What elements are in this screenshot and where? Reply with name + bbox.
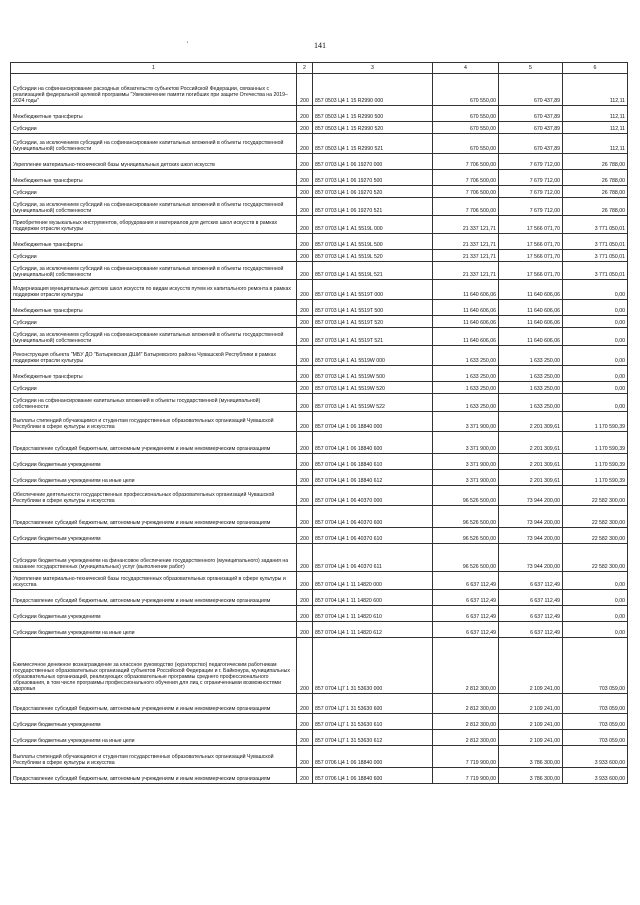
table-row xyxy=(11,106,628,122)
table-row xyxy=(11,394,628,412)
table-row xyxy=(11,572,628,590)
cell-executed-amount: 2 201 309,61 xyxy=(499,432,563,454)
cell-kbk: 857 0704 Ц4 1 11 14820 610 xyxy=(313,606,433,622)
cell-name: Субсидии на софинансирование расходных обязательств субъектов Российской Федерации, связанных с реализацией федеральной целевой программы "Увековечение памяти погибших при защите Отечества на 2019–2024 годы" xyxy=(11,74,297,106)
cell-executed-amount: 6 637 112,49 xyxy=(499,590,563,606)
table-row xyxy=(11,250,628,262)
cell-plan-amount: 1 633 250,00 xyxy=(433,346,499,366)
cell-remaining-amount: 112,11 xyxy=(563,122,628,134)
table-row xyxy=(11,234,628,250)
cell-remaining-amount: 0,00 xyxy=(563,280,628,300)
cell-remaining-amount: 1 170 590,39 xyxy=(563,454,628,470)
cell-plan-amount: 7 719 900,00 xyxy=(433,768,499,784)
cell-remaining-amount: 112,11 xyxy=(563,134,628,154)
cell-remaining-amount: 0,00 xyxy=(563,590,628,606)
cell-remaining-amount: 0,00 xyxy=(563,366,628,382)
cell-remaining-amount: 3 933 600,00 xyxy=(563,768,628,784)
cell-code: 200 xyxy=(297,346,313,366)
table-header-row xyxy=(11,63,628,74)
cell-kbk: 857 0704 Ц4 1 06 18840 600 xyxy=(313,432,433,454)
cell-executed-amount: 2 109 241,00 xyxy=(499,730,563,746)
cell-kbk: 857 0703 Ц4 1 A1 5519L 500 xyxy=(313,234,433,250)
cell-executed-amount: 1 633 250,00 xyxy=(499,382,563,394)
cell-code: 200 xyxy=(297,186,313,198)
cell-executed-amount: 73 944 200,00 xyxy=(499,544,563,572)
cell-executed-amount: 670 437,89 xyxy=(499,134,563,154)
cell-plan-amount: 670 550,00 xyxy=(433,134,499,154)
cell-plan-amount: 2 812 300,00 xyxy=(433,694,499,714)
cell-name: Субсидии xyxy=(11,122,297,134)
cell-plan-amount: 6 637 112,49 xyxy=(433,572,499,590)
cell-executed-amount: 670 437,89 xyxy=(499,122,563,134)
cell-plan-amount: 6 637 112,49 xyxy=(433,606,499,622)
cell-name: Межбюджетные трансферты xyxy=(11,234,297,250)
cell-plan-amount: 96 526 500,00 xyxy=(433,528,499,544)
cell-executed-amount: 11 640 606,06 xyxy=(499,328,563,346)
table-row xyxy=(11,544,628,572)
table-row xyxy=(11,528,628,544)
cell-code: 200 xyxy=(297,590,313,606)
table-row xyxy=(11,694,628,714)
cell-code: 200 xyxy=(297,134,313,154)
cell-executed-amount: 670 437,89 xyxy=(499,106,563,122)
cell-kbk: 857 0503 Ц4 1 15 R2990 520 xyxy=(313,122,433,134)
cell-kbk: 857 0704 Ц7 1 31 53630 000 xyxy=(313,638,433,694)
cell-name: Предоставление субсидий бюджетным, автономным учреждениям и иным некоммерческим организациям xyxy=(11,506,297,528)
cell-name: Обеспечение деятельности государственных профессиональных образовательных организаций Чувашской Республики в сфере культуры и искусства xyxy=(11,486,297,506)
table-row xyxy=(11,280,628,300)
cell-executed-amount: 1 633 250,00 xyxy=(499,394,563,412)
cell-remaining-amount: 1 170 590,39 xyxy=(563,470,628,486)
cell-code: 200 xyxy=(297,506,313,528)
cell-kbk: 857 0703 Ц4 1 A1 5519W 000 xyxy=(313,346,433,366)
cell-executed-amount: 6 637 112,49 xyxy=(499,606,563,622)
cell-name: Предоставление субсидий бюджетным, автономным учреждениям и иным некоммерческим организациям xyxy=(11,694,297,714)
cell-name: Укрепление материально-технической базы муниципальных детских школ искусств xyxy=(11,154,297,170)
cell-code: 200 xyxy=(297,714,313,730)
table-row xyxy=(11,186,628,198)
cell-kbk: 857 0703 Ц4 1 06 19270 520 xyxy=(313,186,433,198)
cell-remaining-amount: 1 170 590,39 xyxy=(563,412,628,432)
cell-plan-amount: 11 640 606,06 xyxy=(433,300,499,316)
cell-plan-amount: 1 633 250,00 xyxy=(433,382,499,394)
page-number: 141 xyxy=(314,41,326,50)
cell-remaining-amount: 22 582 300,00 xyxy=(563,528,628,544)
cell-kbk: 857 0703 Ц4 1 06 19270 521 xyxy=(313,198,433,216)
cell-kbk: 857 0704 Ц4 1 06 40370 610 xyxy=(313,528,433,544)
cell-plan-amount: 11 640 606,06 xyxy=(433,328,499,346)
cell-kbk: 857 0704 Ц4 1 06 40370 611 xyxy=(313,544,433,572)
cell-kbk: 857 0703 Ц4 1 A1 5519L 521 xyxy=(313,262,433,280)
cell-code: 200 xyxy=(297,746,313,768)
cell-name: Субсидии на софинансирование капитальных вложений в объекты государственной (муниципальной) собственности xyxy=(11,394,297,412)
cell-executed-amount: 11 640 606,06 xyxy=(499,316,563,328)
cell-kbk: 857 0703 Ц4 1 A1 5519T 521 xyxy=(313,328,433,346)
table-row xyxy=(11,606,628,622)
cell-plan-amount: 3 371 900,00 xyxy=(433,412,499,432)
cell-plan-amount: 670 550,00 xyxy=(433,122,499,134)
cell-kbk: 857 0703 Ц4 1 A1 5519T 000 xyxy=(313,280,433,300)
cell-code: 200 xyxy=(297,122,313,134)
table-row xyxy=(11,198,628,216)
cell-remaining-amount: 0,00 xyxy=(563,346,628,366)
cell-code: 200 xyxy=(297,768,313,784)
column-header-fact: 5 xyxy=(499,63,563,74)
cell-kbk: 857 0503 Ц4 1 15 R2990 000 xyxy=(313,74,433,106)
cell-executed-amount: 73 944 200,00 xyxy=(499,506,563,528)
cell-name: Субсидии бюджетным учреждениям xyxy=(11,454,297,470)
cell-name: Субсидии бюджетным учреждениям xyxy=(11,528,297,544)
table-row xyxy=(11,486,628,506)
cell-name: Субсидии, за исключением субсидий на софинансирование капитальных вложений в объекты государственной (муниципальной) собственности xyxy=(11,134,297,154)
cell-plan-amount: 7 719 900,00 xyxy=(433,746,499,768)
cell-name: Межбюджетные трансферты xyxy=(11,366,297,382)
cell-executed-amount: 2 109 241,00 xyxy=(499,714,563,730)
cell-remaining-amount: 3 771 050,01 xyxy=(563,234,628,250)
table-row xyxy=(11,316,628,328)
cell-code: 200 xyxy=(297,528,313,544)
cell-plan-amount: 21 337 121,71 xyxy=(433,216,499,234)
cell-kbk: 857 0704 Ц7 1 31 53630 612 xyxy=(313,730,433,746)
column-header-code: 2 xyxy=(297,63,313,74)
cell-kbk: 857 0703 Ц4 1 A1 5519W 522 xyxy=(313,394,433,412)
table-row xyxy=(11,454,628,470)
cell-code: 200 xyxy=(297,154,313,170)
cell-code: 200 xyxy=(297,366,313,382)
cell-executed-amount: 11 640 606,06 xyxy=(499,280,563,300)
cell-remaining-amount: 22 582 300,00 xyxy=(563,486,628,506)
cell-kbk: 857 0703 Ц4 1 A1 5519W 500 xyxy=(313,366,433,382)
cell-remaining-amount: 0,00 xyxy=(563,316,628,328)
cell-code: 200 xyxy=(297,262,313,280)
cell-plan-amount: 670 550,00 xyxy=(433,74,499,106)
cell-code: 200 xyxy=(297,694,313,714)
cell-executed-amount: 1 633 250,00 xyxy=(499,346,563,366)
cell-name: Межбюджетные трансферты xyxy=(11,300,297,316)
cell-executed-amount: 7 679 712,00 xyxy=(499,154,563,170)
table-row xyxy=(11,638,628,694)
cell-remaining-amount: 0,00 xyxy=(563,394,628,412)
cell-kbk: 857 0704 Ц4 1 11 14820 612 xyxy=(313,622,433,638)
table-row xyxy=(11,346,628,366)
cell-code: 200 xyxy=(297,74,313,106)
cell-name: Ежемесячное денежное вознаграждение за классное руководство (кураторство) педагогическим работникам государственных образовательных организаций субъектов Российской Федерации и г. Байконура, муниципальных образовательных организаций, реализующих образовательные программы среднего профессионального образования, в том числе программы профессионального обучения для лиц с ограниченными возможностями здоровья xyxy=(11,638,297,694)
cell-code: 200 xyxy=(297,486,313,506)
cell-code: 200 xyxy=(297,432,313,454)
column-header-rest: 6 xyxy=(563,63,628,74)
cell-executed-amount: 17 566 071,70 xyxy=(499,262,563,280)
cell-kbk: 857 0704 Ц4 1 11 14820 600 xyxy=(313,590,433,606)
cell-code: 200 xyxy=(297,412,313,432)
cell-plan-amount: 3 371 900,00 xyxy=(433,470,499,486)
cell-executed-amount: 2 201 309,61 xyxy=(499,470,563,486)
cell-code: 200 xyxy=(297,606,313,622)
cell-code: 200 xyxy=(297,328,313,346)
cell-name: Выплаты стипендий обучающимся и студентам государственных образовательных организаций Чувашской Республики в сфере культуры и искусства xyxy=(11,412,297,432)
cell-executed-amount: 7 679 712,00 xyxy=(499,186,563,198)
cell-plan-amount: 21 337 121,71 xyxy=(433,250,499,262)
cell-code: 200 xyxy=(297,638,313,694)
cell-kbk: 857 0503 Ц4 1 15 R2990 521 xyxy=(313,134,433,154)
cell-plan-amount: 21 337 121,71 xyxy=(433,234,499,250)
cell-plan-amount: 7 706 500,00 xyxy=(433,186,499,198)
cell-plan-amount: 670 550,00 xyxy=(433,106,499,122)
cell-plan-amount: 7 706 500,00 xyxy=(433,170,499,186)
table-row xyxy=(11,432,628,454)
cell-plan-amount: 1 633 250,00 xyxy=(433,366,499,382)
table-row xyxy=(11,382,628,394)
cell-remaining-amount: 703 059,00 xyxy=(563,714,628,730)
cell-code: 200 xyxy=(297,250,313,262)
cell-name: Модернизация муниципальных детских школ искусств по видам искусств путем их капитального ремонта в рамках поддержки отрасли культуры xyxy=(11,280,297,300)
cell-executed-amount: 7 679 712,00 xyxy=(499,198,563,216)
cell-remaining-amount: 3 771 050,01 xyxy=(563,250,628,262)
cell-name: Приобретение музыкальных инструментов, оборудования и материалов для детских школ искусств в рамках поддержки отрасли культуры xyxy=(11,216,297,234)
cell-code: 200 xyxy=(297,170,313,186)
column-header-kbk: 3 xyxy=(313,63,433,74)
cell-kbk: 857 0704 Ц7 1 31 53630 600 xyxy=(313,694,433,714)
cell-executed-amount: 3 786 300,00 xyxy=(499,768,563,784)
cell-kbk: 857 0706 Ц4 1 06 18840 600 xyxy=(313,768,433,784)
cell-name: Субсидии xyxy=(11,316,297,328)
cell-name: Субсидии xyxy=(11,382,297,394)
cell-code: 200 xyxy=(297,280,313,300)
table-row xyxy=(11,768,628,784)
cell-executed-amount: 2 201 309,61 xyxy=(499,412,563,432)
cell-kbk: 857 0703 Ц4 1 06 19270 000 xyxy=(313,154,433,170)
cell-code: 200 xyxy=(297,622,313,638)
cell-name: Субсидии бюджетным учреждениям на финансовое обеспечение государственного (муниципального) задания на оказание государственных (муниципальных) услуг (выполнение работ) xyxy=(11,544,297,572)
cell-code: 200 xyxy=(297,198,313,216)
cell-executed-amount: 17 566 071,70 xyxy=(499,250,563,262)
cell-remaining-amount: 0,00 xyxy=(563,300,628,316)
cell-executed-amount: 2 109 241,00 xyxy=(499,638,563,694)
cell-executed-amount: 17 566 071,70 xyxy=(499,234,563,250)
cell-kbk: 857 0703 Ц4 1 A1 5519L 520 xyxy=(313,250,433,262)
cell-executed-amount: 73 944 200,00 xyxy=(499,528,563,544)
table-row xyxy=(11,122,628,134)
cell-executed-amount: 1 633 250,00 xyxy=(499,366,563,382)
cell-kbk: 857 0704 Ц4 1 06 18840 610 xyxy=(313,454,433,470)
table-row xyxy=(11,730,628,746)
cell-remaining-amount: 0,00 xyxy=(563,328,628,346)
cell-name: Субсидии бюджетным учреждениям xyxy=(11,606,297,622)
cell-executed-amount: 2 109 241,00 xyxy=(499,694,563,714)
cell-plan-amount: 3 371 900,00 xyxy=(433,432,499,454)
cell-name: Субсидии бюджетным учреждениям на иные цели xyxy=(11,730,297,746)
cell-kbk: 857 0503 Ц4 1 15 R2990 500 xyxy=(313,106,433,122)
table-row xyxy=(11,328,628,346)
cell-kbk: 857 0703 Ц4 1 A1 5519T 520 xyxy=(313,316,433,328)
cell-plan-amount: 2 812 300,00 xyxy=(433,638,499,694)
cell-kbk: 857 0704 Ц4 1 06 40370 000 xyxy=(313,486,433,506)
cell-remaining-amount: 703 059,00 xyxy=(563,730,628,746)
table-row xyxy=(11,506,628,528)
cell-name: Предоставление субсидий бюджетным, автономным учреждениям и иным некоммерческим организациям xyxy=(11,768,297,784)
table-row xyxy=(11,262,628,280)
cell-name: Укрепление материально-технической базы государственных образовательных организаций в сфере культуры и искусства xyxy=(11,572,297,590)
cell-executed-amount: 6 637 112,49 xyxy=(499,572,563,590)
cell-name: Предоставление субсидий бюджетным, автономным учреждениям и иным некоммерческим организациям xyxy=(11,432,297,454)
cell-name: Межбюджетные трансферты xyxy=(11,170,297,186)
column-header-name: 1 xyxy=(11,63,297,74)
cell-plan-amount: 6 637 112,49 xyxy=(433,590,499,606)
column-header-plan: 4 xyxy=(433,63,499,74)
cell-code: 200 xyxy=(297,382,313,394)
cell-remaining-amount: 0,00 xyxy=(563,572,628,590)
cell-name: Субсидии бюджетным учреждениям xyxy=(11,714,297,730)
cell-name: Предоставление субсидий бюджетным, автономным учреждениям и иным некоммерческим организациям xyxy=(11,590,297,606)
cell-code: 200 xyxy=(297,730,313,746)
cell-remaining-amount: 0,00 xyxy=(563,622,628,638)
cell-kbk: 857 0703 Ц4 1 A1 5519T 500 xyxy=(313,300,433,316)
cell-code: 200 xyxy=(297,572,313,590)
table-row xyxy=(11,590,628,606)
cell-remaining-amount: 3 771 050,01 xyxy=(563,216,628,234)
cell-remaining-amount: 3 771 050,01 xyxy=(563,262,628,280)
cell-executed-amount: 6 637 112,49 xyxy=(499,622,563,638)
cell-remaining-amount: 26 788,00 xyxy=(563,198,628,216)
table-row xyxy=(11,134,628,154)
table-row xyxy=(11,366,628,382)
cell-kbk: 857 0703 Ц4 1 A1 5519L 000 xyxy=(313,216,433,234)
cell-remaining-amount: 22 582 300,00 xyxy=(563,506,628,528)
cell-kbk: 857 0706 Ц4 1 06 18840 000 xyxy=(313,746,433,768)
cell-plan-amount: 96 526 500,00 xyxy=(433,486,499,506)
cell-plan-amount: 2 812 300,00 xyxy=(433,714,499,730)
table-row xyxy=(11,714,628,730)
cell-plan-amount: 11 640 606,06 xyxy=(433,316,499,328)
cell-kbk: 857 0704 Ц4 1 06 18840 612 xyxy=(313,470,433,486)
table-row xyxy=(11,470,628,486)
cell-plan-amount: 21 337 121,71 xyxy=(433,262,499,280)
budget-table xyxy=(10,62,628,784)
cell-remaining-amount: 703 059,00 xyxy=(563,694,628,714)
cell-remaining-amount: 112,11 xyxy=(563,106,628,122)
cell-name: Межбюджетные трансферты xyxy=(11,106,297,122)
cell-code: 200 xyxy=(297,470,313,486)
cell-code: 200 xyxy=(297,216,313,234)
cell-name: Субсидии xyxy=(11,250,297,262)
cell-code: 200 xyxy=(297,316,313,328)
cell-plan-amount: 3 371 900,00 xyxy=(433,454,499,470)
cell-code: 200 xyxy=(297,300,313,316)
cell-executed-amount: 11 640 606,06 xyxy=(499,300,563,316)
cell-remaining-amount: 112,11 xyxy=(563,74,628,106)
cell-remaining-amount: 703 059,00 xyxy=(563,638,628,694)
cell-code: 200 xyxy=(297,394,313,412)
cell-remaining-amount: 0,00 xyxy=(563,382,628,394)
cell-kbk: 857 0703 Ц4 1 06 19270 500 xyxy=(313,170,433,186)
cell-name: Субсидии, за исключением субсидий на софинансирование капитальных вложений в объекты государственной (муниципальной) собственности xyxy=(11,198,297,216)
cell-code: 200 xyxy=(297,106,313,122)
cell-remaining-amount: 26 788,00 xyxy=(563,170,628,186)
cell-remaining-amount: 0,00 xyxy=(563,606,628,622)
table-row xyxy=(11,300,628,316)
cell-executed-amount: 2 201 309,61 xyxy=(499,454,563,470)
table-row xyxy=(11,216,628,234)
table-row xyxy=(11,170,628,186)
cell-remaining-amount: 22 582 300,00 xyxy=(563,544,628,572)
cell-plan-amount: 7 706 500,00 xyxy=(433,198,499,216)
cell-remaining-amount: 1 170 590,39 xyxy=(563,432,628,454)
cell-name: Реконструкция объекта "МБУ ДО "Батыревская ДШИ" Батыревского района Чувашской Республики в рамках поддержки отрасли культуры xyxy=(11,346,297,366)
cell-plan-amount: 7 706 500,00 xyxy=(433,154,499,170)
table-row xyxy=(11,412,628,432)
cell-code: 200 xyxy=(297,234,313,250)
cell-name: Субсидии бюджетным учреждениям на иные цели xyxy=(11,470,297,486)
cell-name: Выплаты стипендий обучающимся и студентам государственных образовательных организаций Чувашской Республики в сфере культуры и искусства xyxy=(11,746,297,768)
cell-name: Субсидии xyxy=(11,186,297,198)
cell-kbk: 857 0703 Ц4 1 A1 5519W 520 xyxy=(313,382,433,394)
cell-name: Субсидии бюджетным учреждениям на иные цели xyxy=(11,622,297,638)
cell-kbk: 857 0704 Ц4 1 06 40370 600 xyxy=(313,506,433,528)
cell-plan-amount: 96 526 500,00 xyxy=(433,544,499,572)
cell-plan-amount: 2 812 300,00 xyxy=(433,730,499,746)
cell-remaining-amount: 26 788,00 xyxy=(563,186,628,198)
cell-code: 200 xyxy=(297,544,313,572)
cell-remaining-amount: 3 933 600,00 xyxy=(563,746,628,768)
cell-plan-amount: 6 637 112,49 xyxy=(433,622,499,638)
cell-executed-amount: 7 679 712,00 xyxy=(499,170,563,186)
cell-executed-amount: 73 944 200,00 xyxy=(499,486,563,506)
cell-remaining-amount: 26 788,00 xyxy=(563,154,628,170)
cell-executed-amount: 3 786 300,00 xyxy=(499,746,563,768)
table-row xyxy=(11,154,628,170)
cell-code: 200 xyxy=(297,454,313,470)
table-row xyxy=(11,74,628,106)
cell-plan-amount: 11 640 606,06 xyxy=(433,280,499,300)
cell-executed-amount: 670 437,89 xyxy=(499,74,563,106)
cell-kbk: 857 0704 Ц4 1 11 14820 000 xyxy=(313,572,433,590)
cell-executed-amount: 17 566 071,70 xyxy=(499,216,563,234)
scan-mark: ' xyxy=(187,42,189,48)
cell-name: Субсидии, за исключением субсидий на софинансирование капитальных вложений в объекты государственной (муниципальной) собственности xyxy=(11,328,297,346)
table-row xyxy=(11,622,628,638)
cell-kbk: 857 0704 Ц7 1 31 53630 610 xyxy=(313,714,433,730)
cell-kbk: 857 0704 Ц4 1 06 18840 000 xyxy=(313,412,433,432)
table-row xyxy=(11,746,628,768)
cell-plan-amount: 96 526 500,00 xyxy=(433,506,499,528)
cell-plan-amount: 1 633 250,00 xyxy=(433,394,499,412)
cell-name: Субсидии, за исключением субсидий на софинансирование капитальных вложений в объекты государственной (муниципальной) собственности xyxy=(11,262,297,280)
